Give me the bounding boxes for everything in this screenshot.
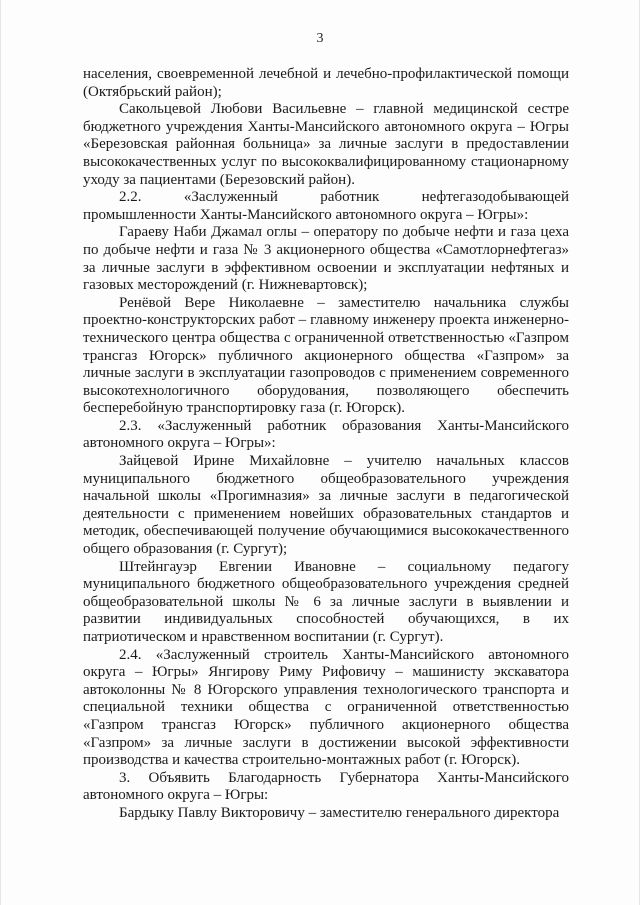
section-heading-2-2: 2.2. «Заслуженный работник нефтегазодобывающей промышленности Ханты-Мансийского автономного округа – Югры»: bbox=[83, 189, 569, 223]
section-heading-2-4: 2.4. «Заслуженный строитель Ханты-Мансийского автономного округа – Югры» Янгирову Риму Рифовичу – машинисту экскаватора автоколонны № 8 Югорского управления технологического транспорта и специальной техники общества с ограниченной ответственностью «Газпром трансгаз Югорск» публичного акционерного общества «Газпром» за личные заслуги в достижении высокой эффективности производства и качества строительно-монтажных работ (г. Югорск). bbox=[83, 646, 569, 769]
section-heading-2-3: 2.3. «Заслуженный работник образования Ханты-Мансийского автономного округа – Югры»: bbox=[83, 417, 569, 452]
document-body bbox=[83, 66, 569, 823]
section-heading-3: 3. Объявить Благодарность Губернатора Ханты-Мансийского автономного округа – Югры: bbox=[83, 769, 569, 804]
paragraph: Сакольцевой Любови Васильевне – главной медицинской сестре бюджетного учреждения Ханты-Мансийского автономного округа – Югры «Березовская районная больница» за личные заслуги в предоставлении высококачественных услуг по высококвалифицированному стационарному уходу за пациентами (Березовский район). bbox=[83, 101, 569, 188]
paragraph: Ренёвой Вере Николаевне – заместителю начальника службы проектно-конструкторских работ – главному инженеру проекта инженерно-технического центра общества с ограниченной ответственностью «Газпром трансгаз Югорск» публичного акционерного общества «Газпром» за личные заслуги в эксплуатации газопроводов с применением современного высокотехнологичного оборудования, позволяющего обеспечить бесперебойную транспортировку газа (г. Югорск). bbox=[83, 294, 569, 417]
paragraph: Гараеву Наби Джамал оглы – оператору по добыче нефти и газа цеха по добыче нефти и газа № 3 акционерного общества «Самотлорнефтегаз» за личные заслуги в эффективном освоении и эксплуатации нефтяных и газовых месторождений (г. Нижневартовск); bbox=[83, 224, 569, 294]
page-number: 3 bbox=[316, 31, 324, 46]
paragraph: Зайцевой Ирине Михайловне – учителю начальных классов муниципального бюджетного общеобразовательного учреждения начальной школы «Прогимназия» за личные заслуги в педагогической деятельности с применением новейших образовательных стандартов и методик, обеспечивающей получение обучающимися высококачественного общего образования (г. Сургут); bbox=[83, 453, 569, 558]
paragraph: населения, своевременной лечебной и лечебно-профилактической помощи (Октябрьский район); bbox=[83, 66, 569, 100]
paragraph: Бардыку Павлу Викторовичу – заместителю генерального директора bbox=[119, 804, 560, 821]
paragraph: Штейнгауэр Евгении Ивановне – социальному педагогу муниципального бюджетного общеобразовательного учреждения средней общеобразовательной школы № 6 за личные заслуги в выявлении и развитии индивидуальных способностей обучающихся, в их патриотическом и нравственном воспитании (г. Сургут). bbox=[83, 558, 569, 645]
